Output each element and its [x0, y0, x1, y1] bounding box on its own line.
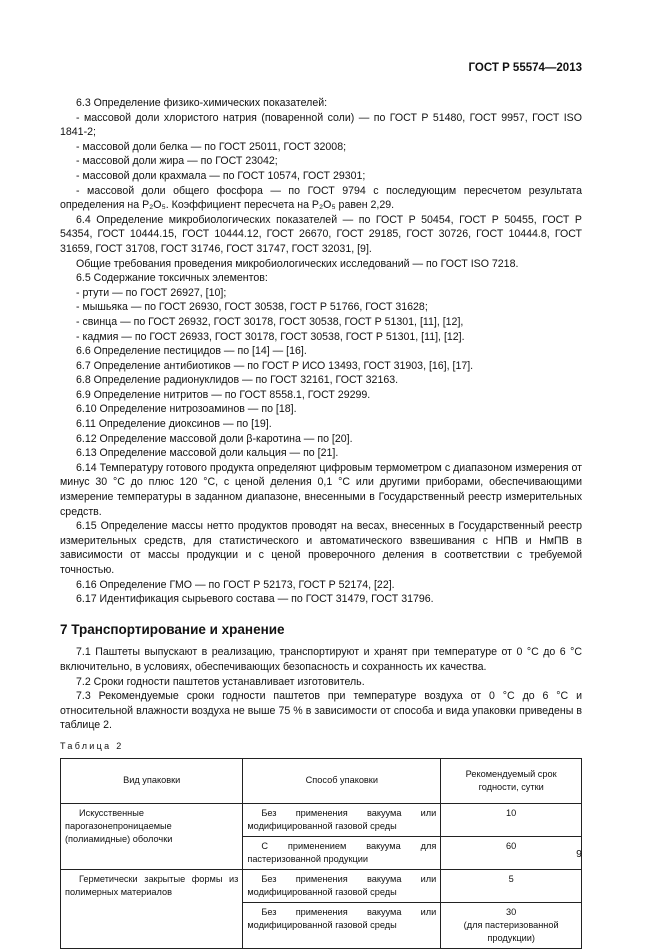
list-item: - свинца — по ГОСТ 26932, ГОСТ 30178, ГОСТ 30538, ГОСТ Р 51301, [11], [12],: [76, 315, 464, 328]
para-6-7: 6.7 Определение антибиотиков — по ГОСТ Р ИСО 13493, ГОСТ 31903, [16], [17].: [76, 359, 474, 372]
para-6-10: 6.10 Определение нитрозоаминов — по [18].: [76, 403, 297, 416]
shelf-life-cell: 30 (для пастеризованной продукции): [441, 902, 582, 948]
list-item: - массовой доли крахмала — по ГОСТ 10574, ГОСТ 29301;: [76, 169, 366, 182]
header-packaging-type: Вид упаковки: [61, 758, 243, 803]
para-6-9: 6.9 Определение нитритов — по ГОСТ 8558.1, ГОСТ 29299.: [76, 388, 371, 401]
para-7-3: 7.3 Рекомендуемые сроки годности паштетов при температуре воздуха от 0 °С до 6 °С и относительной влажности воздуха не выше 75 % в зависимости от способа и вида упаковки приведены в таблице 2.: [60, 690, 582, 732]
shelf-life-cell: 10: [441, 803, 582, 836]
para-6-14: 6.14 Температуру готового продукта определяют цифровым термометром с диапазоном измерения от минус 30 °С до плюс 120 °С, с ценой деления 0,1 °С или другими приборами, обеспечивающими измерение температуры в заданном диапазоне, внесенными в Государственный реестр измерительных средств.: [60, 461, 582, 518]
page-content: [60, 96, 582, 949]
header-shelf-life: Рекомендуемый срок годности, сутки: [441, 758, 582, 803]
packaging-type-cell: Герметически закрытые формы из полимерных материалов: [61, 869, 243, 948]
para-6-6: 6.6 Определение пестицидов — по [14] — [16].: [76, 345, 307, 358]
packaging-method-cell: С применением вакуума для пастеризованной продукции: [243, 836, 441, 869]
shelf-life-table: [60, 758, 582, 949]
para-general: Общие требования проведения микробиологических исследований — по ГОСТ ISO 7218.: [76, 257, 519, 270]
para-6-16: 6.16 Определение ГМО — по ГОСТ Р 52173, ГОСТ Р 52174, [22].: [76, 578, 395, 591]
page-number: 9: [576, 848, 582, 860]
list-item: - массовой доли хлористого натрия (поваренной соли) — по ГОСТ Р 51480, ГОСТ 9957, ГОСТ ISO 1841-2;: [60, 111, 582, 139]
document-header: ГОСТ Р 55574—2013: [468, 62, 582, 74]
packaging-method-cell: Без применения вакуума или модифицированной газовой среды: [243, 902, 441, 948]
list-item: - массовой доли общего фосфора — по ГОСТ 9794 с последующим пересчетом результата определения на P₂O₅. Коэффициент пересчета на P₂O₅ равен 2,29.: [60, 184, 582, 212]
para-6-17: 6.17 Идентификация сырьевого состава — по ГОСТ 31479, ГОСТ 31796.: [76, 593, 434, 606]
list-item: - массовой доли белка — по ГОСТ 25011, ГОСТ 32008;: [76, 140, 347, 153]
para-6-13: 6.13 Определение массовой доли кальция — по [21].: [76, 447, 339, 460]
header-packaging-method: Способ упаковки: [243, 758, 441, 803]
section-7-heading: 7 Транспортирование и хранение: [60, 621, 285, 637]
para-6-4: 6.4 Определение микробиологических показателей — по ГОСТ Р 50454, ГОСТ Р 50455, ГОСТ Р 54354, ГОСТ 10444.15, ГОСТ 10444.12, ГОСТ 26670, ГОСТ 29185, ГОСТ 30726, ГОСТ 10444.8, ГОСТ 31659, ГОСТ 31708, ГОСТ 31746, ГОСТ 31747, ГОСТ 32031, [9].: [60, 213, 582, 255]
list-item: - кадмия — по ГОСТ 26933, ГОСТ 30178, ГОСТ 30538, ГОСТ Р 51301, [11], [12].: [76, 330, 465, 343]
para-7-1: 7.1 Паштеты выпускают в реализацию, транспортируют и хранят при температуре от 0 °С до 6 °С включительно, в условиях, обеспечивающих безопасность и сохранность их качества.: [60, 646, 582, 673]
table-caption: Таблица 2: [60, 740, 124, 751]
para-6-3: 6.3 Определение физико-химических показателей:: [76, 97, 328, 109]
list-item: - массовой доли жира — по ГОСТ 23042;: [76, 155, 278, 168]
para-6-11: 6.11 Определение диоксинов — по [19].: [76, 418, 272, 431]
shelf-life-cell: 60: [441, 836, 582, 869]
list-item: - мышьяка — по ГОСТ 26930, ГОСТ 30538, ГОСТ Р 51766, ГОСТ 31628;: [76, 301, 428, 314]
para-7-2: 7.2 Сроки годности паштетов устанавливает изготовитель.: [76, 675, 365, 688]
table-header-row: [61, 758, 582, 803]
para-6-12: 6.12 Определение массовой доли β-каротина — по [20].: [76, 432, 353, 445]
para-6-8: 6.8 Определение радионуклидов — по ГОСТ 32161, ГОСТ 32163.: [76, 374, 399, 387]
para-6-15: 6.15 Определение массы нетто продуктов проводят на весах, внесенных в Государственный реестр измерительных средств, для статистического и автоматического взвешивания с НПВ и НмПВ в зависимости от массы продукции и с ценой проверочного деления в соответствии с требуемой точностью.: [60, 520, 582, 576]
list-item: - ртути — по ГОСТ 26927, [10];: [76, 286, 227, 299]
table-row: [61, 803, 582, 836]
packaging-method-cell: Без применения вакуума или модифицированной газовой среды: [243, 869, 441, 902]
table-row: [61, 869, 582, 902]
packaging-type-cell: Искусственные парогазонепроницаемые (полиамидные) оболочки: [61, 803, 243, 869]
packaging-method-cell: Без применения вакуума или модифицированной газовой среды: [243, 803, 441, 836]
shelf-life-cell: 5: [441, 869, 582, 902]
para-6-5: 6.5 Содержание токсичных элементов:: [76, 272, 268, 285]
